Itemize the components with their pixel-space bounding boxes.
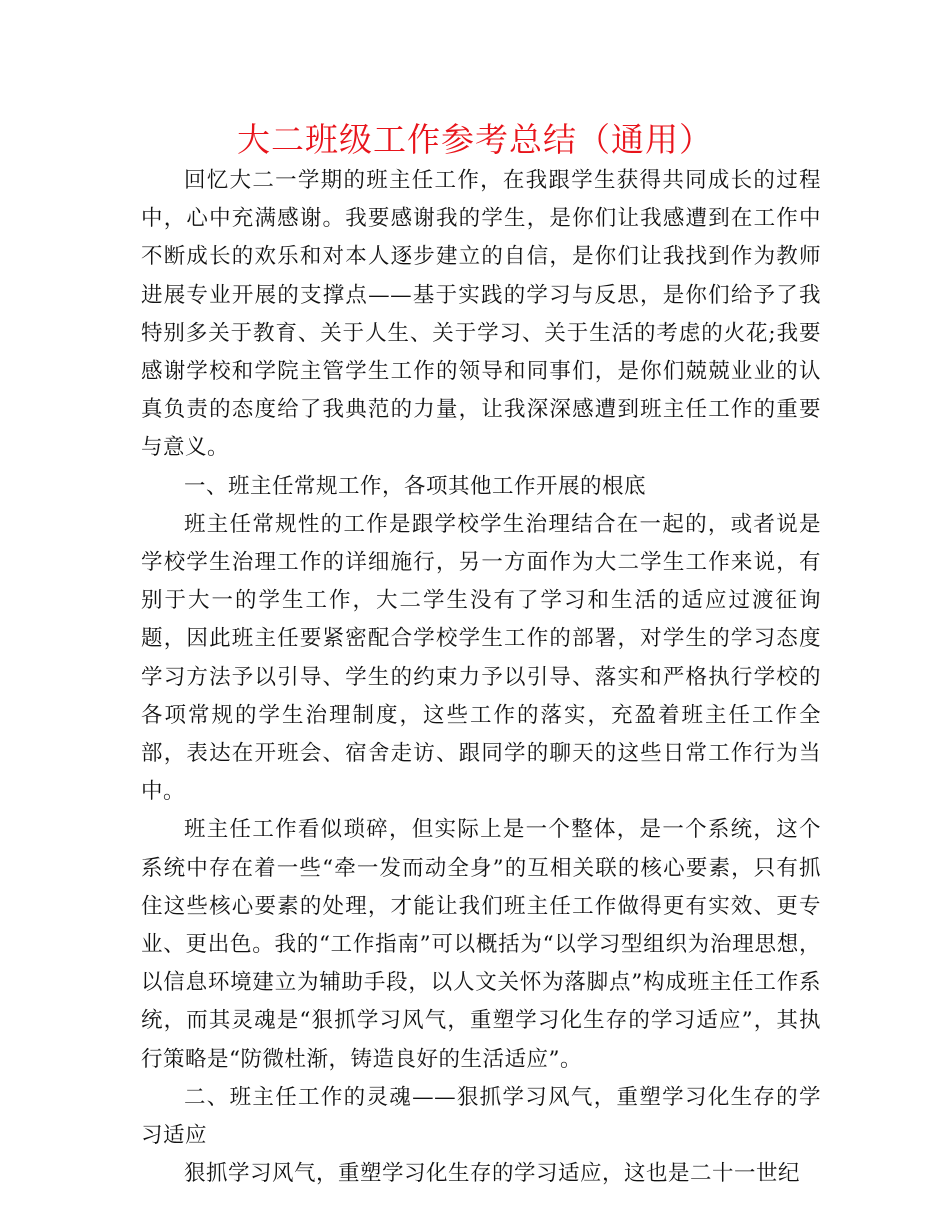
paragraph-work-system: 班主任工作看似琐碎，但实际上是一个整体，是一个系统，这个系统中存在着一些“牵一发而动全身”的互相关联的核心要素，只有抓住这些核心要素的处理，才能让我们班主任工作做得更有实效、更专业、更出色。我的“工作指南”可以概括为“以学习型组织为治理思想，以信息环境建立为辅助手段，以人文关怀为落脚点”构成班主任工作系统，而其灵魂是“狠抓学习风气，重塑学习化生存的学习适应”，其执行策略是“防微杜渐，铸造良好的生活适应”。 xyxy=(141,817,821,1072)
section-heading-2: 二、班主任工作的灵魂——狠抓学习风气，重塑学习化生存的学习适应 xyxy=(141,1084,821,1149)
document-body xyxy=(141,162,821,1193)
section-heading-1: 一、班主任常规工作，各项其他工作开展的根底 xyxy=(184,473,647,499)
document-title: 大二班级工作参考总结（通用） xyxy=(237,120,713,159)
paragraph-study-style: 狠抓学习风气，重塑学习化生存的学习适应，这也是二十一世纪 xyxy=(184,1161,801,1187)
paragraph-intro: 回忆大二一学期的班主任工作，在我跟学生获得共同成长的过程中，心中充满感谢。我要感谢我的学生，是你们让我感遭到在工作中不断成长的欢乐和对本人逐步建立的自信，是你们让我找到作为教师进展专业开展的支撑点——基于实践的学习与反思，是你们给予了我特别多关于教育、关于人生、关于学习、关于生活的考虑的火花;我要感谢学校和学院主管学生工作的领导和同事们，是你们兢兢业业的认真负责的态度给了我典范的力量，让我深深感遭到班主任工作的重要与意义。 xyxy=(141,168,821,461)
paragraph-routine-work: 班主任常规性的工作是跟学校学生治理结合在一起的，或者说是学校学生治理工作的详细施行，另一方面作为大二学生工作来说，有别于大一的学生工作，大二学生没有了学习和生活的适应过渡征询题，因此班主任要紧密配合学校学生工作的部署，对学生的学习态度学习方法予以引导、学生的约束力予以引导、落实和严格执行学校的各项常规的学生治理制度，这些工作的落实，充盈着班主任工作全部，表达在开班会、宿舍走访、跟同学的聊天的这些日常工作行为当中。 xyxy=(141,511,821,805)
